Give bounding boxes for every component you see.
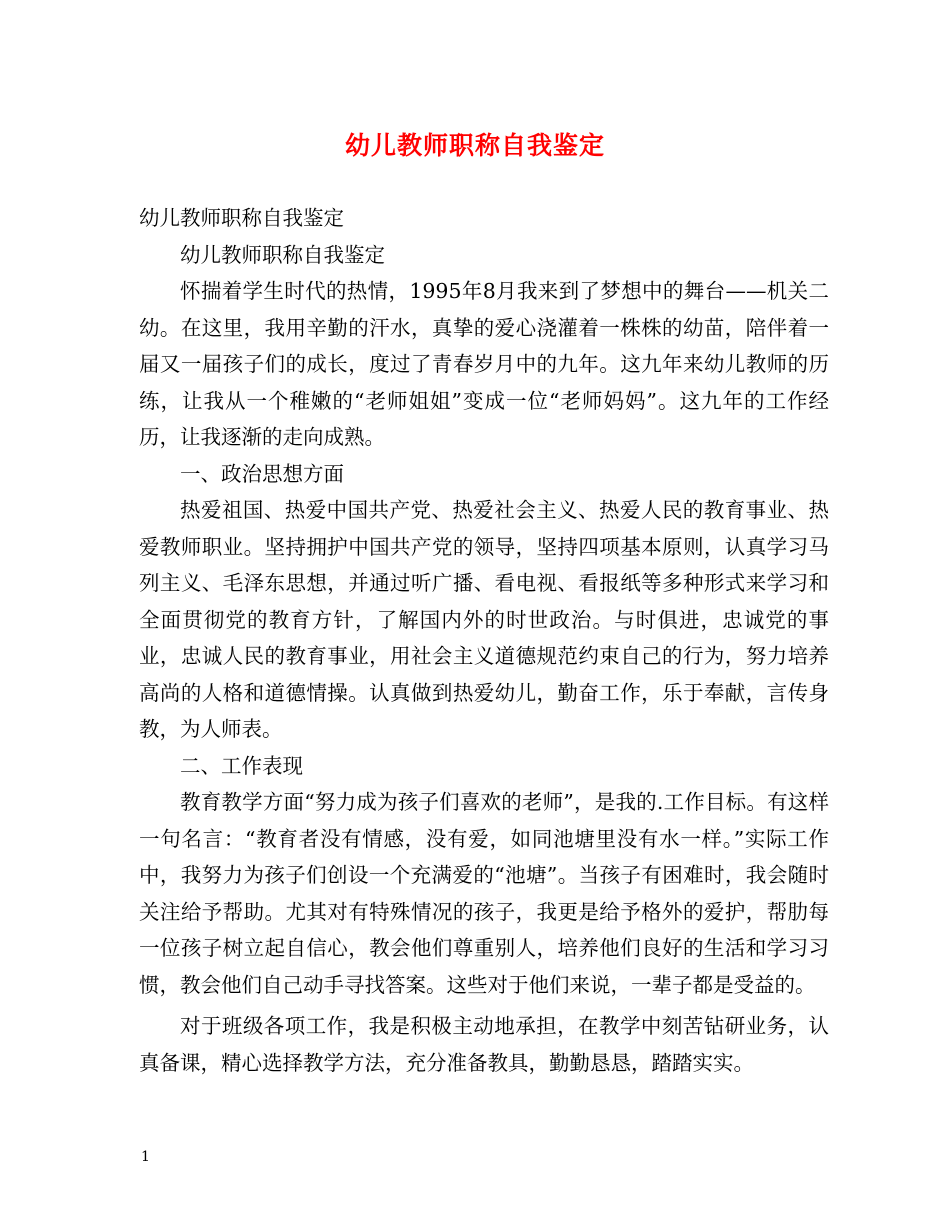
paragraph-class-work: 对于班级各项工作，我是积极主动地承担，在教学中刻苦钻研业务，认真备课，精心选择教学方法，充分准备教具，勤勤恳恳，踏踏实实。 bbox=[139, 1014, 829, 1075]
page-number: 1 bbox=[141, 1149, 150, 1165]
document-body bbox=[139, 200, 829, 1081]
paragraph-politics: 热爱祖国、热爱中国共产党、热爱社会主义、热爱人民的教育事业、热爱教师职业。坚持拥护中国共产党的领导，坚持四项基本原则，认真学习马列主义、毛泽东思想，并通过听广播、看电视、看报纸等多种形式来学习和全面贯彻党的教育方针，了解国内外的时世政治。与时俱进，忠诚党的事业，忠诚人民的教育事业，用社会主义道德规范约束自己的行为，努力培养高尚的人格和道德情操。认真做到热爱幼儿，勤奋工作，乐于奉献，言传身教，为人师表。 bbox=[139, 498, 829, 741]
paragraph-heading-indented: 幼儿教师职称自我鉴定 bbox=[180, 242, 385, 267]
document-title: 幼儿教师职称自我鉴定 bbox=[344, 131, 605, 160]
paragraph-heading-plain: 幼儿教师职称自我鉴定 bbox=[139, 206, 344, 230]
section-heading-work: 二、工作表现 bbox=[180, 753, 303, 778]
paragraph-intro: 怀揣着学生时代的热情，1995年8月我来到了梦想中的舞台——机关二幼。在这里，我用辛勤的汗水，真挚的爱心浇灌着一株株的幼苗，陪伴着一届又一届孩子们的成长，度过了青春岁月中的九年。这九年来幼儿教师的历练，让我从一个稚嫩的“老师姐姐”变成一位“老师妈妈”。这九年的工作经历，让我逐渐的走向成熟。 bbox=[139, 279, 829, 449]
section-heading-politics: 一、政治思想方面 bbox=[180, 461, 344, 486]
paragraph-teaching: 教育教学方面“努力成为孩子们喜欢的老师”，是我的.工作目标。有这样一句名言：“教育者没有情感，没有爱，如同池塘里没有水一样。”实际工作中，我努力为孩子们创设一个充满爱的“池塘”。当孩子有困难时，我会随时关注给予帮助。尤其对有特殊情况的孩子，我更是给予格外的爱护，帮肋每一位孩子树立起自信心，教会他们尊重别人，培养他们良好的生活和学习习惯，教会他们自己动手寻找答案。这些对于他们来说，一辈子都是受益的。 bbox=[139, 790, 829, 997]
